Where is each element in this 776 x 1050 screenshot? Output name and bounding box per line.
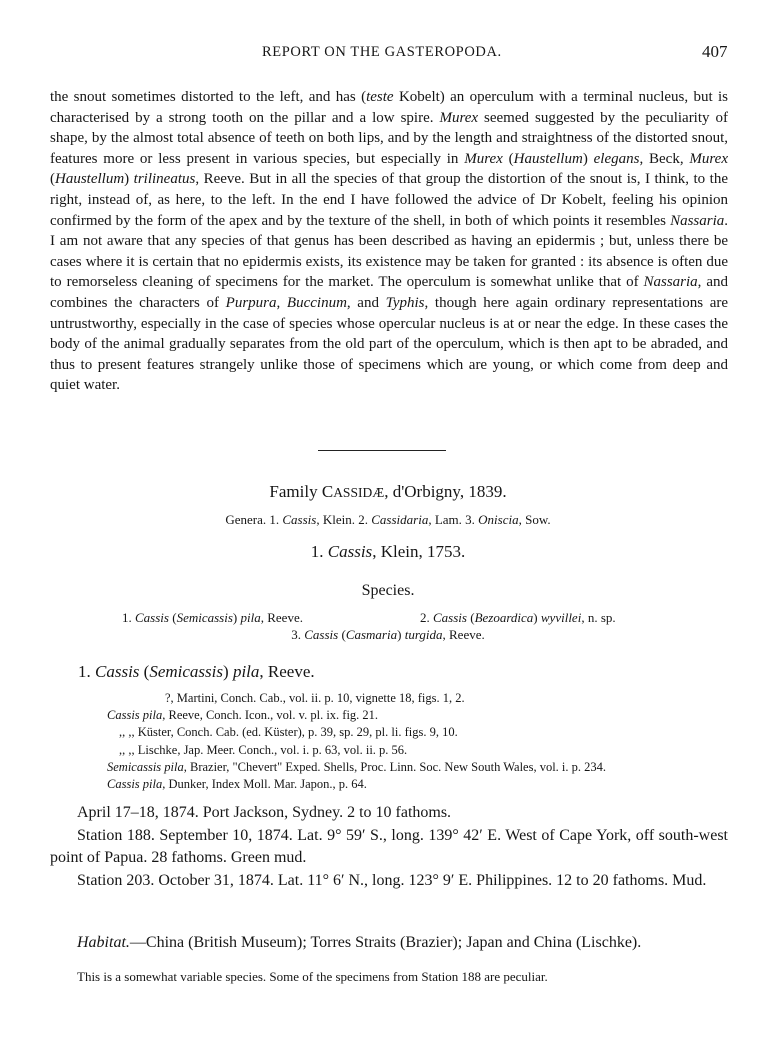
species-list-item: 3. Cassis (Casmaria) turgida, Reeve. — [291, 627, 485, 642]
intro-paragraph: the snout sometimes distorted to the left, and has (teste Kobelt) an operculum with a terminal nucleus, but is characterised by a strong tooth on the pillar and a low spire. Murex seemed suggested by the peculiarity of shape, by the almost total absence of teeth on both lips, and by the length and straightness of the distorted snout, features more or less present in various species, but especially in Murex (Haustellum) elegans, Beck, Murex (Haustellum) trilineatus, Reeve. But in all the species of that group the distortion of the snout is, I think, to the right, instead of, as here, to the left. In the end I have followed the advice of Dr Kobelt, feeling his opinion confirmed by the form of the apex and by the texture of the shell, in both of which points it resembles Nassaria. I am not aware that any species of that genus has been described as having an epidermis ; but, unless there be cases where it is certain that no epidermis exists, its existence may be taken for granted : its absence is often due to remorseless cleaning of specimens for the market. The operculum is somewhat unlike that of Nassaria, and combines the characters of Purpura, Buccinum, and Typhis, though here again ordinary representations are untrustworthy, especially in the case of species whose opercular nucleus is at or near the edge. In these cases the body of the animal gradually separates from the old part of the operculum, which is then apt to be abraded, and thus to present features strangely unlike those of specimens which are young, or which come from deep and quiet water. — [50, 89, 729, 394]
synonymy-entry: Semicassis pila, Brazier, "Chevert" Exped. Shells, Proc. Linn. Soc. New South Wales, vol. i. p. 234. — [107, 759, 607, 774]
synonymy-entry: ,, ,, Lischke, Jap. Meer. Conch., vol. i. p. 63, vol. ii. p. 56. — [119, 742, 408, 757]
section-divider — [318, 450, 446, 451]
genera-line: Genera. 1. Cassis, Klein. 2. Cassidaria, Lam. 3. Oniscia, Sow. — [225, 512, 551, 527]
synonymy-entry: Cassis pila, Reeve, Conch. Icon., vol. v. pl. ix. fig. 21. — [107, 708, 379, 723]
species-title: 1. Cassis (Semicassis) pila, Reeve. — [78, 662, 315, 681]
record-port-jackson: April 17–18, 1874. Port Jackson, Sydney. 2 to 10 fathoms. — [77, 804, 452, 821]
genus-heading: 1. Cassis, Klein, 1753. — [310, 542, 466, 561]
synonymy-entry: Cassis pila, Dunker, Index Moll. Mar. Japon., p. 64. — [107, 777, 367, 791]
species-heading: Species. — [361, 582, 415, 599]
record-station-188: Station 188. September 10, 1874. Lat. 9° 59′ S., long. 139° 42′ E. West of Cape York, off south-west point of Papua. 28 fathoms. Green mud. — [50, 826, 728, 866]
page-number: 407 — [702, 42, 728, 61]
running-title: REPORT ON THE GASTEROPODA. — [262, 44, 502, 60]
species-note: This is a somewhat variable species. Some of the specimens from Station 188 are peculiar. — [77, 969, 548, 984]
synonymy-entry: ?, Martini, Conch. Cab., vol. ii. p. 10, vignette 18, figs. 1, 2. — [165, 691, 465, 705]
family-heading: Family CASSIDÆ, d'Orbigny, 1839. — [269, 482, 507, 501]
species-list-item: 1. Cassis (Semicassis) pila, Reeve. — [122, 610, 303, 625]
record-station-203: Station 203. October 31, 1874. Lat. 11° 6′ N., long. 123° 9′ E. Philippines. 12 to 20 fathoms. Mud. — [77, 871, 707, 889]
station-records — [50, 802, 728, 892]
species-list-item: 2. Cassis (Bezoardica) wyvillei, n. sp. — [420, 610, 616, 625]
running-header — [0, 44, 776, 64]
habitat-line: Habitat.—China (British Museum); Torres Straits (Brazier); Japan and China (Lischke). — [77, 934, 642, 951]
synonymy-entry: ,, ,, Küster, Conch. Cab. (ed. Küster), p. 39, sp. 29, pl. li. figs. 9, 10. — [119, 725, 458, 740]
